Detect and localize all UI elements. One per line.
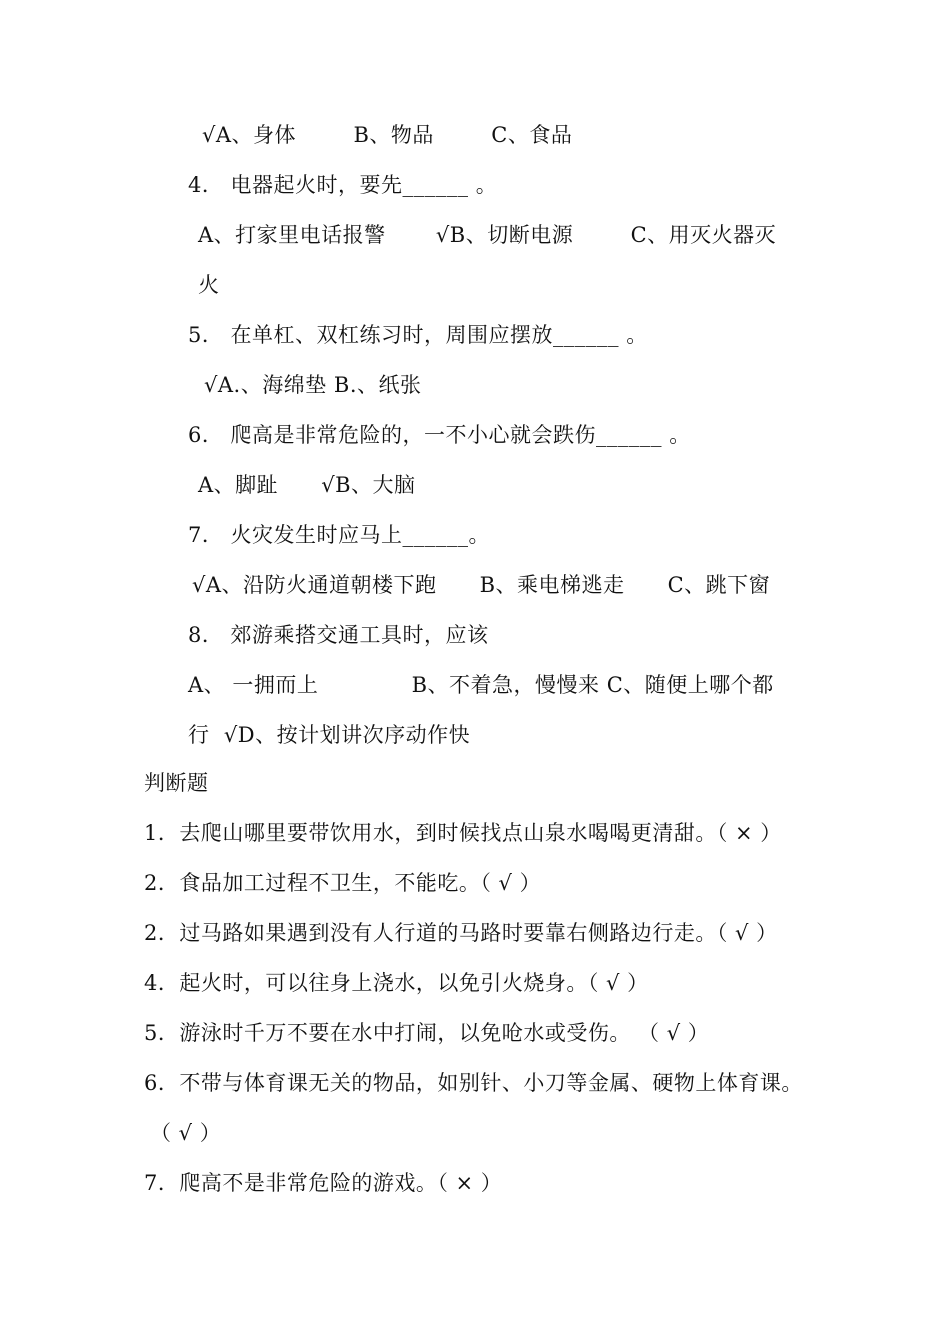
q8-question: 8． 郊游乘搭交通工具时，应该 [188, 623, 489, 647]
q4-options-continued: 火 [198, 273, 220, 297]
tf-item-1: 1．去爬山哪里要带饮用水，到时候找点山泉水喝喝更清甜。（ × ） [144, 821, 782, 845]
tf-item-3: 2．过马路如果遇到没有人行道的马路时要靠右侧路边行走。（ √ ） [144, 921, 778, 945]
q6-options: A、脚趾 √B、大脑 [198, 473, 416, 497]
q5-question: 5． 在单杠、双杠练习时，周围应摆放______ 。 [188, 323, 648, 347]
q8-options: A、 一拥而上 B、不着急，慢慢来 C、随便上哪个都 [188, 673, 774, 697]
q7-options: √A、沿防火通道朝楼下跑 B、乘电梯逃走 C、跳下窗 [192, 573, 771, 597]
q3-options: √A、身体 B、物品 C、食品 [202, 123, 573, 147]
q6-question: 6． 爬高是非常危险的，一不小心就会跌伤______ 。 [188, 423, 691, 447]
q4-question: 4． 电器起火时，要先______ 。 [188, 173, 498, 197]
section-heading-true-false: 判断题 [144, 771, 209, 795]
q5-options: √A.、海绵垫 B.、纸张 [204, 373, 422, 397]
tf-item-5: 5．游泳时千万不要在水中打闹，以免呛水或受伤。 （ √ ） [144, 1021, 710, 1045]
tf-item-6-answer: （ √ ） [150, 1121, 222, 1145]
tf-item-2: 2．食品加工过程不卫生，不能吃。（ √ ） [144, 871, 542, 895]
q7-question: 7． 火灾发生时应马上______。 [188, 523, 491, 547]
tf-item-7: 7．爬高不是非常危险的游戏。（ × ） [144, 1171, 503, 1195]
q4-options: A、打家里电话报警 √B、切断电源 C、用灭火器灭 [198, 223, 777, 247]
q8-options-continued: 行 √D、按计划讲次序动作快 [188, 723, 471, 747]
tf-item-6: 6．不带与体育课无关的物品，如别针、小刀等金属、硬物上体育课。 [144, 1071, 803, 1095]
tf-item-4: 4．起火时，可以往身上浇水，以免引火烧身。（ √ ） [144, 971, 649, 995]
